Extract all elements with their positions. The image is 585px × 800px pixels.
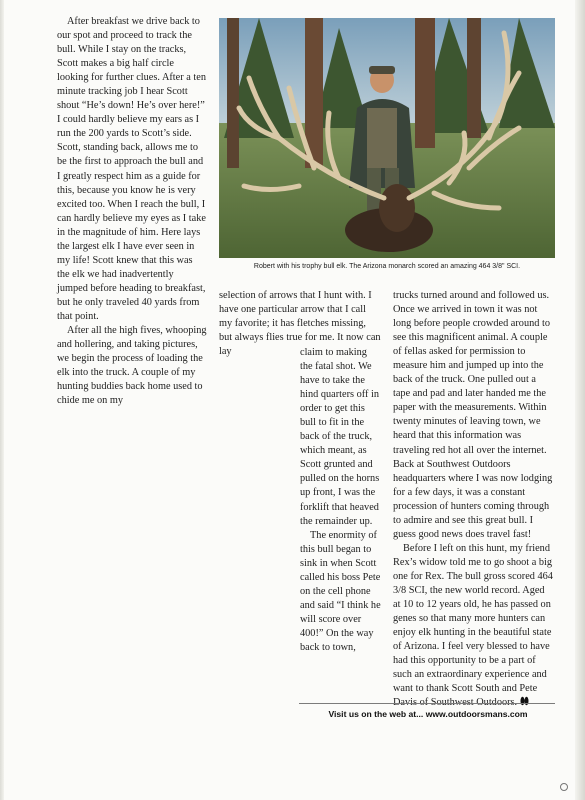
footer-web-link[interactable]: Visit us on the web at... www.outdoorsmans.com bbox=[328, 709, 528, 719]
page-right-shadow bbox=[575, 0, 585, 800]
photo-illustration bbox=[219, 18, 555, 258]
page-left-edge bbox=[0, 0, 4, 800]
article-paragraph: After all the high fives, whooping and hollering, and taking pictures, we begin the process of loading the elk into the truck. A couple of my hunting buddies back home used to chide me on my bbox=[57, 325, 207, 407]
page-corner-mark bbox=[560, 783, 568, 791]
article-paragraph: claim to making the fatal shot. We have to take the hind quarters off in order to get this bull to fit in the back of the truck, which meant, as Scott grunted and pulled on the horns up front, I was the forklift that heaved the remainder up. bbox=[300, 347, 380, 527]
hoofprint-end-icon bbox=[520, 696, 529, 706]
footer-rule bbox=[299, 703, 555, 704]
article-column-1 bbox=[57, 15, 207, 408]
article-column-3 bbox=[393, 289, 553, 710]
article-paragraph: After breakfast we drive back to our spot and proceed to track the bull. While I stay on the tracks, Scott makes a big half circle looking for further clues. After a ten minute tracking job I hear Scott shout “He’s down! He’s over here!” I could hardly believe my ears as I run the 200 yards to Scott’s side. Scott, standing back, allows me to be the first to approach the bull and I greatly respect him as a guide for this, because you know he is very excited too. When I reach the bull, I can hardly believe my eyes as I take in the magnitude of him. Here lays the largest elk I have ever seen in my life! Scott knew that this was the elk we had inadvertently jumped before heading to breakfast, but he only traveled 40 yards from that point. bbox=[57, 16, 206, 322]
hunter-with-elk-photo bbox=[219, 18, 555, 258]
article-paragraph: The enormity of this bull began to sink in when Scott called his boss Pete on the cell phone and said “I think he will score over 400!” On the way back to town, bbox=[300, 529, 381, 653]
photo-caption: Robert with his trophy bull elk. The Arizona monarch scored an amazing 464 3/8" SCI. bbox=[253, 263, 521, 270]
article-paragraph: Before I left on this hunt, my friend Rex’s widow told me to go shoot a big one for Rex. The bull gross scored 464 3/8 SCI, the new world record. Aged at 10 to 12 years old, he has passed on genes so that many more hunters can enjoy elk hunting in the beautiful state of Arizona. I feel very blessed to have had this opportunity to be a part of such an extraordinary experience and want to thank Scott South and Pete Davis of Southwest Outdoors. bbox=[393, 542, 553, 709]
article-column-2-narrow bbox=[300, 346, 381, 655]
article-paragraph: selection of arrows that I hunt with. I have one particular arrow that I call my favorite; it has fletches missing, but always flies true for me. It now can lay bbox=[219, 290, 381, 358]
article-paragraph-last bbox=[393, 542, 553, 711]
article-paragraph: trucks turned around and followed us. Once we arrived in town it was not long before people crowded around to see this magnificent animal. A couple of fellas asked for permission to measure him and jumped up into the back of the truck. One pulled out a tape and pad and later handed me the paper with the measurements. Within twenty minutes of leaving town, we heard that this information was traveling red hot all over the internet. Back at Southwest Outdoors headquarters where I was now lodging for a few days, it was a constant procession of hunters coming through to admire and see this great bull. I guess good news does travel fast! bbox=[393, 290, 553, 540]
